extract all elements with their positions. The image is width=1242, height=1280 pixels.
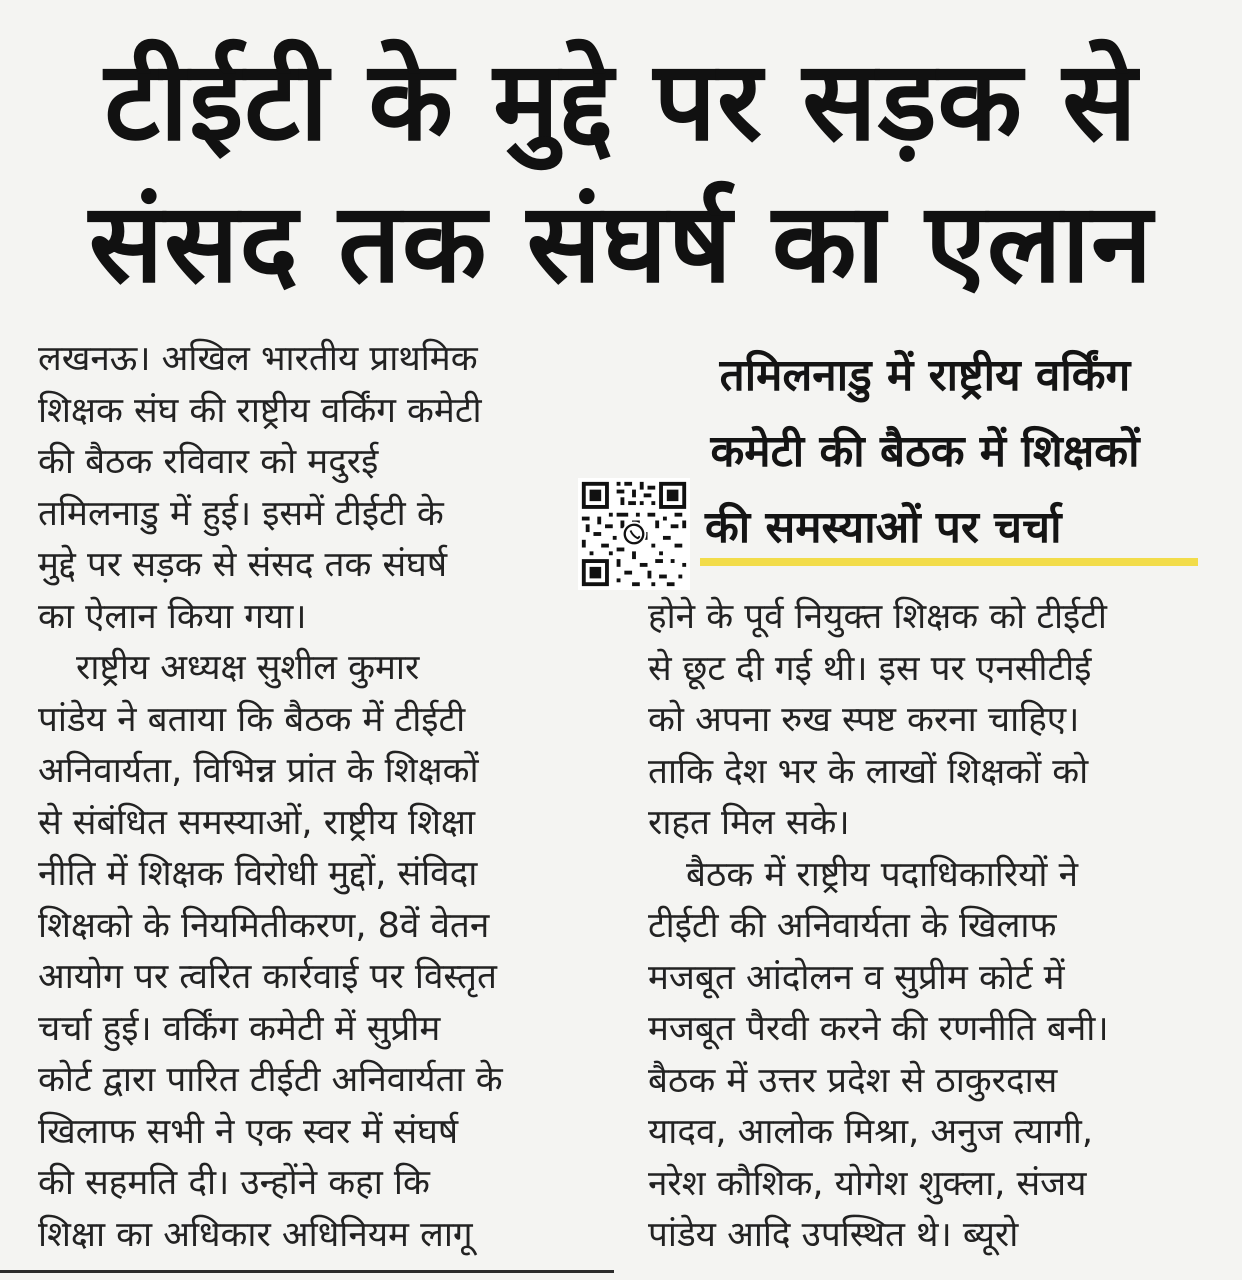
left-column: [38, 334, 586, 1261]
right-line: यादव, आलोक मिश्रा, अनुज त्यागी,: [648, 1112, 1093, 1152]
sub-headline-line-3: की समस्याओं पर चर्चा: [705, 502, 1062, 553]
right-column: [648, 592, 1208, 1262]
right-line: नरेश कौशिक, योगेश शुक्ला, संजय: [648, 1163, 1087, 1204]
left-line: शिक्षको के नियमितीकरण, 8वें वेतन: [38, 905, 490, 946]
left-line: की सहमति दी। उन्होंने कहा कि: [38, 1163, 430, 1203]
left-line: आयोग पर त्वरित कार्रवाई पर विस्तृत: [38, 957, 497, 997]
left-line: नीति में शिक्षक विरोधी मुद्दों, संविदा: [38, 854, 478, 894]
headline-line-2: संसद तक संघर्ष का एलान: [88, 179, 1154, 307]
right-line: से छूट दी गई थी। इस पर एनसीटीई: [648, 648, 1092, 689]
highlight-rule: [700, 558, 1198, 566]
right-line: टीईटी की अनिवार्यता के खिलाफ: [648, 906, 1057, 946]
left-line: शिक्षा का अधिकार अधिनियम लागू: [38, 1214, 473, 1255]
headline-line-1: टीईटी के मुद्दे पर सड़क से: [104, 37, 1138, 165]
column-bottom-rule: [0, 1270, 614, 1273]
right-line: राहत मिल सके।: [648, 803, 850, 843]
sub-headline-line-2: कमेटी की बैठक में शिक्षकों: [710, 426, 1140, 477]
right-line: बैठक में राष्ट्रीय पदाधिकारियों ने: [686, 854, 1079, 895]
right-line: मजबूत आंदोलन व सुप्रीम कोर्ट में: [648, 957, 1065, 998]
left-line: चर्चा हुई। वर्किंग कमेटी में सुप्रीम: [38, 1008, 441, 1049]
left-line: तमिलनाडु में हुई। इसमें टीईटी के: [38, 493, 444, 534]
left-line: शिक्षक संघ की राष्ट्रीय वर्किंग कमेटी: [38, 390, 482, 431]
sub-headline-line-1: तमिलनाडु में राष्ट्रीय वर्किंग: [719, 350, 1131, 401]
right-line: बैठक में उत्तर प्रदेश से ठाकुरदास: [648, 1060, 1058, 1101]
right-line: मजबूत पैरवी करने की रणनीति बनी।: [648, 1009, 1109, 1049]
right-line: ताकि देश भर के लाखों शिक्षकों को: [648, 751, 1089, 792]
left-line: से संबंधित समस्याओं, राष्ट्रीय शिक्षा: [38, 802, 476, 843]
right-line: होने के पूर्व नियुक्त शिक्षक को टीईटी: [648, 597, 1107, 637]
left-line: अनिवार्यता, विभिन्न प्रांत के शिक्षकों: [38, 751, 479, 791]
left-line: पांडेय ने बताया कि बैठक में टीईटी: [38, 699, 466, 740]
left-line: राष्ट्रीय अध्यक्ष सुशील कुमार: [76, 648, 420, 688]
left-line: मुद्दे पर सड़क से संसद तक संघर्ष: [38, 545, 448, 585]
right-line: को अपना रुख स्पष्ट करना चाहिए।: [648, 700, 1080, 740]
sub-headline: [655, 338, 1195, 566]
left-line: लखनऊ। अखिल भारतीय प्राथमिक: [38, 339, 478, 379]
left-line: कोर्ट द्वारा पारित टीईटी अनिवार्यता के: [38, 1060, 503, 1100]
right-line: पांडेय आदि उपस्थित थे। ब्यूरो: [648, 1215, 1019, 1255]
headline: [20, 30, 1222, 314]
left-line: खिलाफ सभी ने एक स्वर में संघर्ष: [38, 1111, 459, 1152]
left-line: की बैठक रविवार को मदुरई: [38, 442, 379, 482]
left-line: का ऐलान किया गया।: [38, 596, 307, 637]
